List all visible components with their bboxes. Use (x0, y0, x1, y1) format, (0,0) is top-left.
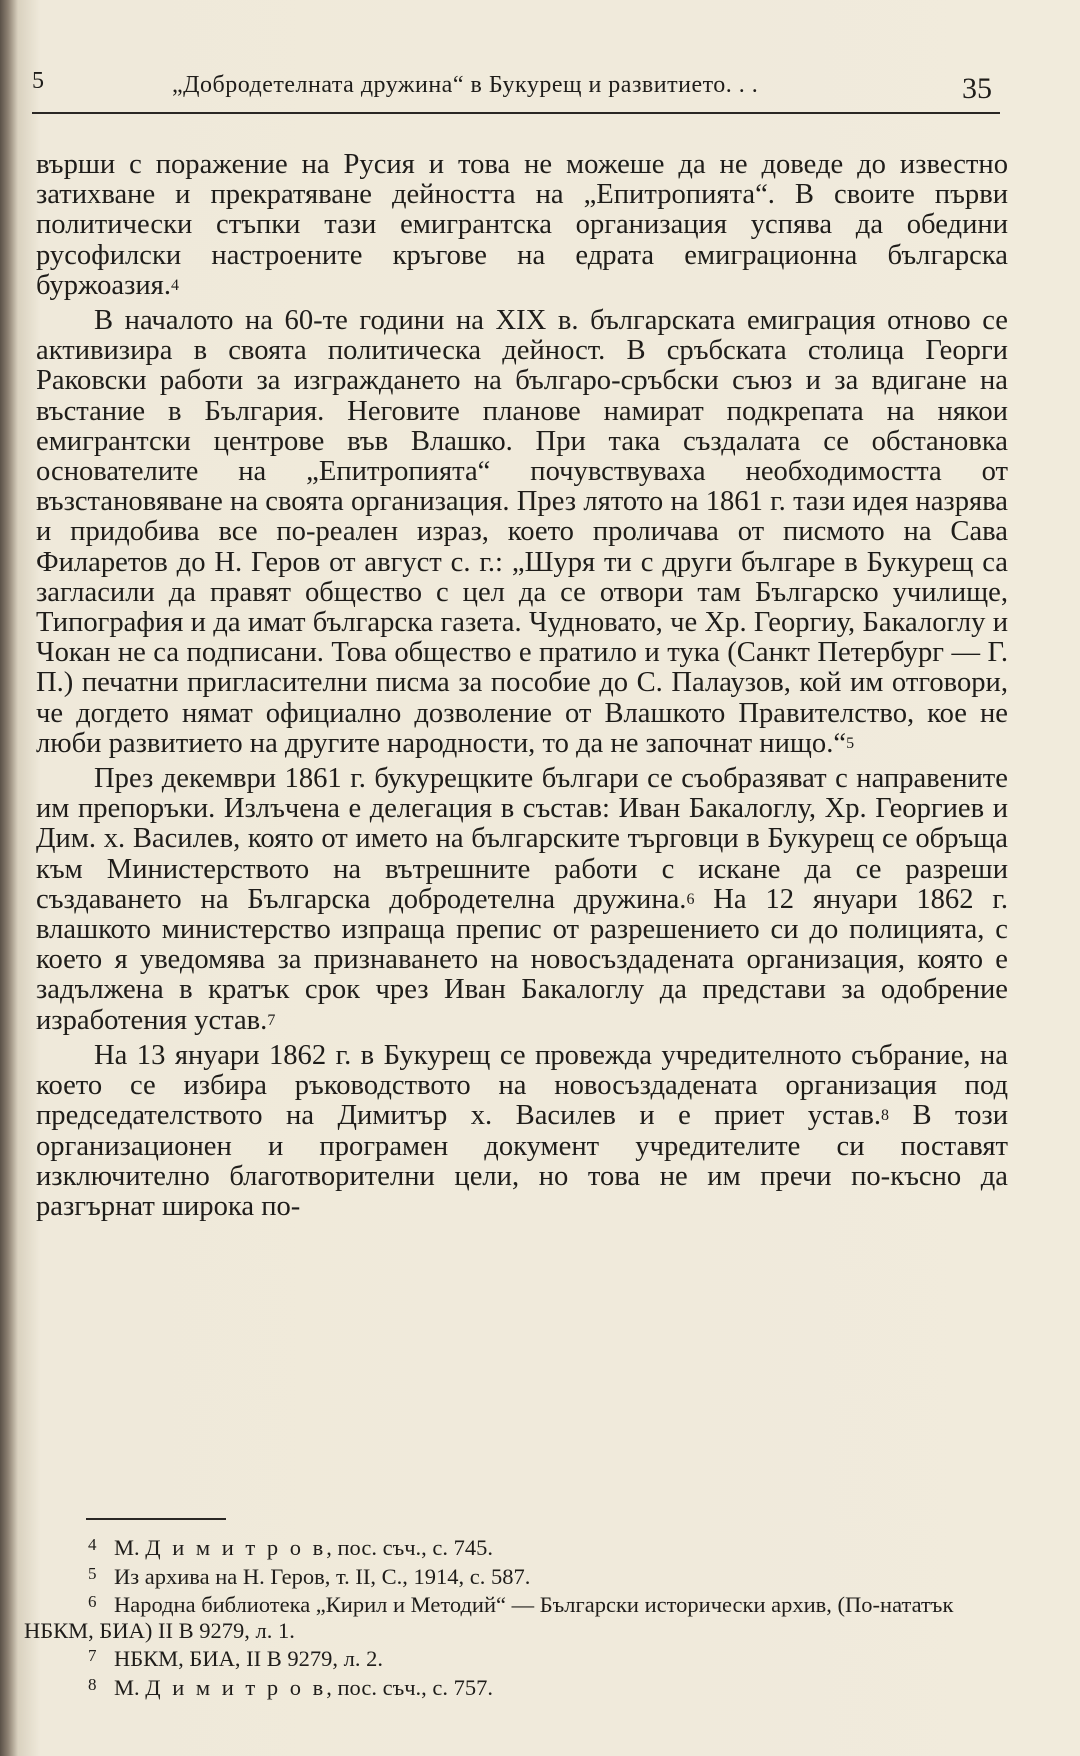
footnote-8: 8 М. Д и м и т р о в, пос. съч., с. 757. (88, 1674, 494, 1700)
footnote-ref: 7 (267, 1011, 276, 1029)
footnote-ref: 8 (880, 1107, 889, 1125)
footnote-ref: 6 (686, 890, 695, 908)
footnote-ref: 4 (170, 276, 179, 294)
page-number: 35 (962, 72, 992, 105)
paragraph-3: През декември 1861 г. букурещките българи се съобразяват с направените им препоръки. Излъчена е делегация в състав: Иван Бакалоглу, Хр. Георгиев и Дим. х. Василев, която от името на българските търговци в Букурещ се обръща към Министерството на вътрешните работи с искане да се разреши създаването на Българска добродетелна дружина.$^6$ На 12 януари 1862 г. влашкото министерство изпраща препис от разрешението си до полицията, с което я уведомява за признаването на новосъздадената организация, която е задължена в кратък срок чрез Иван Бакалоглу да представи за одобрение изработения устав.$^7$ (36, 763, 1008, 1036)
running-title: „Добродетелната дружина“ в Букурещ и развитието. . . (172, 72, 759, 98)
footnote-ref: 5 (846, 734, 855, 752)
paragraph-1: върши с поражение на Русия и това не можеше да не доведе до известно затихване и прекратяване дейността на „Епитропията“. В своите първи политически стъпки тази емигрантска организация успява да обедини русофилски настроените кръгове на едрата емиграционна българска буржоазия.$^4$ (36, 149, 1008, 301)
footnote-4: 4 М. Д и м и т р о в, пос. съч., с. 745. (88, 1535, 494, 1560)
chapter-number: 5 (32, 68, 44, 94)
footnote-7: 7 НБКМ, БИА, II В 9279, л. 2. (88, 1646, 383, 1671)
footnotes (24, 1532, 1000, 1700)
running-header (32, 62, 1000, 114)
body-text (36, 150, 1008, 1222)
footnote-5: 5 Из архива на Н. Геров, т. II, С., 1914, с. 587. (88, 1563, 531, 1589)
paragraph-2: В началото на 60-те години на XIX в. българската емиграция отново се активизира в своята политическа дейност. В сръбската столица Георги Раковски работи за изграждането на българо-сръбски съюз и за вдигане на въстание в България. Неговите планове намират подкрепата на някои емигрантски центрове във Влашко. При така създалата се обстановка основателите на „Епитропията“ почувствуваха необходимостта от възстановяване на своята организация. През лятото на 1861 г. тази идея назрява и придобива все по-реален израз, което проличава от писмото на Сава Филаретов до Н. Геров от август с. г.: „Шуря ти с други българе в Букурещ са загласили да правят общество с цел да се отвори там Българско училище, Типография и да имат българска газета. Чудновато, че Хр. Георгиу, Бакалоглу и Чокан не са подписани. Това общество е пратило и тука (Санкт Петербург — Г. П.) печатни пригласителни писма за пособие до С. Палаузов, кой им отговори, че догдето нямат официално дозволение от Влашкото Правителство, кое не люби развитието на другите народности, то да не започнат нищо.“$^5$ (36, 305, 1008, 759)
paragraph-4: На 13 януари 1862 г. в Букурещ се провежда учредителното събрание, на което се избира ръководството на новосъздадената организация под председателството на Димитър х. Василев и е приет устав.$^8$ В този организационен и програмен документ учредителите си поставят изключително благотворителни цели, но това не им пречи по-късно да разгърнат широка по- (36, 1039, 1008, 1222)
footnote-separator (86, 1518, 226, 1520)
footnote-6: 6 Народна библиотека „Кирил и Методий“ — Български исторически архив, (По-нататък НБКМ, БИА) II В 9279, л. 1. (24, 1592, 954, 1643)
